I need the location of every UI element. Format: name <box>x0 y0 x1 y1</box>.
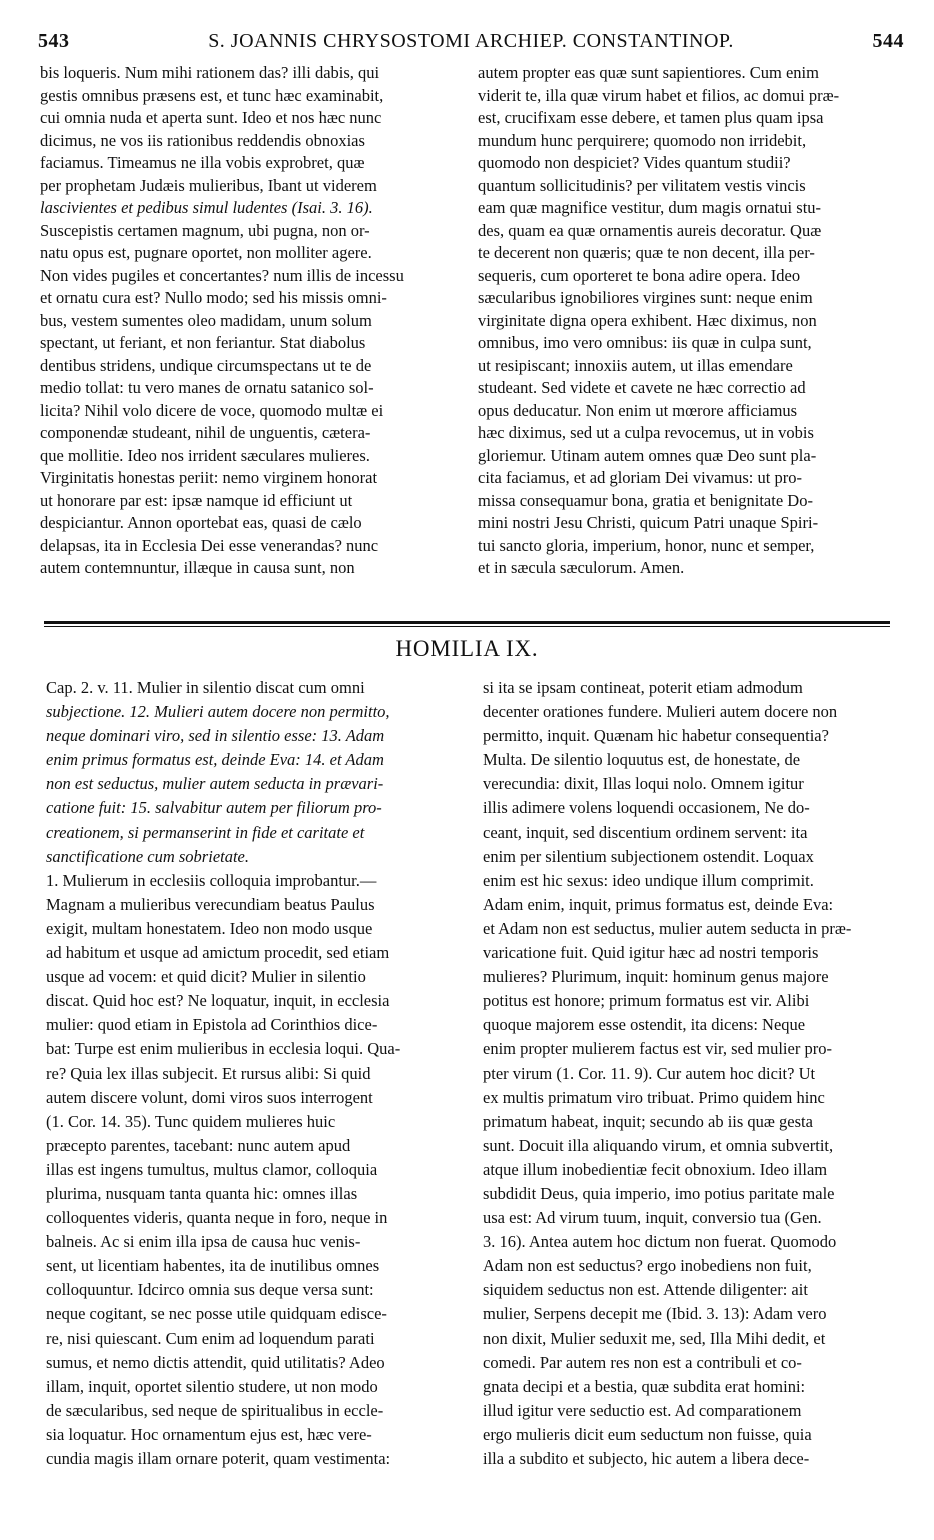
section-rule <box>44 621 890 624</box>
text-line: des, quam ea quæ ornamentis aureis decoratur. Quæ <box>478 220 822 240</box>
text-line: autem contemnuntur, illæque in causa sunt, non <box>40 558 355 577</box>
text-line: Cap. 2. v. 11. Mulier in silentio discat cum omni <box>46 678 365 697</box>
text-line: despiciantur. Annon oportebat eas, quasi de cælo <box>40 513 362 532</box>
text-line: neque cogitant, se nec posse utile quidquam edisce- <box>46 1304 387 1324</box>
text-line: illa a subdito et subjecto, hic autem a libera dece- <box>483 1449 810 1468</box>
text-line: quomodo non despiciet? Vides quantum studii? <box>478 153 791 172</box>
text-line: decenter orationes fundere. Mulieri autem docere non <box>483 702 838 722</box>
text-line: mulier, Serpens decepit me (Ibid. 3. 13): Adam vero <box>483 1304 827 1324</box>
text-line: illas est ingens tumultus, multus clamor, colloquia <box>46 1159 378 1179</box>
text-line: sanctificatione cum sobrietate. <box>46 846 250 866</box>
text-line: colloquentes videris, quanta neque in foro, neque in <box>46 1208 388 1228</box>
text-line: sumus, et nemo dictis attendit, quid utilitatis? Adeo <box>46 1352 385 1372</box>
text-line: omnibus, imo vero omnibus: iis quæ in culpa sunt, <box>478 333 812 352</box>
text-line: enim propter mulierem factus est vir, sed mulier pro- <box>483 1039 832 1059</box>
text-line: sia loquatur. Hoc ornamentum ejus est, hæc vere- <box>46 1424 372 1444</box>
text-line: sequeris, cum oporteret te bona adire opera. Ideo <box>478 265 801 285</box>
text-line: non dixit, Mulier seduxit me, sed, Illa Mihi dedit, et <box>483 1328 826 1348</box>
text-line: Virginitatis honestas periit: nemo virginem honorat <box>40 468 378 487</box>
text-line: Adam enim, inquit, primus formatus est, deinde Eva: <box>483 894 834 914</box>
homily-title: HOMILIA IX. <box>395 636 539 661</box>
text-line: medio tollat: tu vero manes de ornatu satanico sol- <box>40 378 374 397</box>
text-line: balneis. Ac si enim illa ipsa de causa huc venis- <box>46 1232 361 1252</box>
text-line: illud igitur vere seductio est. Ad comparationem <box>483 1400 802 1420</box>
text-line: neque dominari viro, sed in silentio esse: 13. Adam <box>46 726 385 746</box>
text-line: missa consequamur bona, gratia et benignitate Do- <box>478 490 813 510</box>
text-line: bus, vestem sumentes oleo madidam, unum solum <box>40 310 372 330</box>
page-number-left: 543 <box>38 30 70 52</box>
text-line: dicimus, ne vos iis rationibus reddendis obnoxias <box>40 130 365 150</box>
text-line: ut honorare par est: ipsæ namque id efficiunt ut <box>40 490 353 510</box>
text-line: ex multis primatum viro tribuat. Primo quidem hinc <box>483 1087 825 1107</box>
text-line: eam quæ magnifice vestitur, dum magis ornatui stu- <box>478 198 822 217</box>
text-line: enim primus formatus est, deinde Eva: 14. et Adam <box>46 750 384 770</box>
text-line: et in sæcula sæculorum. Amen. <box>478 558 685 577</box>
text-line: mulieres? Plurimum, inquit: hominum genus majore <box>483 967 829 987</box>
text-line: et Adam non est seductus, mulier autem seducta in præ- <box>483 918 852 938</box>
text-line: gnata decipi et a bestia, quæ subdita erat homini: <box>483 1376 806 1396</box>
text-line: 1. Mulierum in ecclesiis colloquia improbantur.— <box>46 870 377 890</box>
text-line: bis loqueris. Num mihi rationem das? illi dabis, qui <box>40 63 380 82</box>
text-line: enim per silentium subjectionem ostendit. Loquax <box>483 846 814 866</box>
text-line: permitto, inquit. Quænam hic habetur consequentia? <box>483 726 829 746</box>
text-line: studeant. Sed videte et cavete ne hæc correctio ad <box>478 378 806 397</box>
text-line: delapsas, ita in Ecclesia Dei esse venerandas? nunc <box>40 535 379 555</box>
text-line: dentibus stridens, undique circumspectans ut te de <box>40 355 372 375</box>
text-line: sæcularibus ignobiliores virgines sunt: neque enim <box>478 288 813 307</box>
text-line: sunt. Docuit illa aliquando virum, et omnia subvertit, <box>483 1135 834 1155</box>
text-line: quantum sollicitudinis? per vilitatem vestis vincis <box>478 175 806 195</box>
text-line: que mollitie. Ideo nos irrident sæculares mulieres. <box>40 445 370 465</box>
text-line: verecundia: dixit, Illas loqui nolo. Omnem igitur <box>483 774 804 794</box>
text-line: si ita se ipsam contineat, poterit etiam admodum <box>483 678 803 697</box>
text-line: illam, inquit, oportet silentio studere, ut non modo <box>46 1376 378 1396</box>
text-line: hæc diximus, sed ut a culpa revocemus, ut in vobis <box>478 423 814 442</box>
text-line: non est seductus, mulier autem seducta in prævari- <box>46 774 384 794</box>
running-header <box>38 30 904 60</box>
column-top-left <box>40 62 458 580</box>
text-line: usque ad vocem: et quid dicit? Mulier in silentio <box>46 967 366 987</box>
text-line: Suscepistis certamen magnum, ubi pugna, non or- <box>40 220 370 240</box>
text-line: illis adimere volens loquendi occasionem, Ne do- <box>483 798 810 818</box>
text-line: ceant, inquit, sed discentium ordinem servent: ita <box>483 822 808 842</box>
text-line: pter virum (1. Cor. 11. 9). Cur autem hoc dicit? Ut <box>483 1063 816 1083</box>
text-line: cita faciamus, et ad gloriam Dei vivamus: ut pro- <box>478 468 802 487</box>
text-line: varicatione fuit. Quid igitur hæc ad nostri temporis <box>483 943 819 963</box>
text-line: subdidit Deus, quia imperio, imo potius paritate male <box>483 1183 835 1203</box>
text-line: opus deducatur. Non enim ut mœrore afficiamus <box>478 400 798 420</box>
text-line: ad habitum et usque ad amictum procedit, sed etiam <box>46 943 390 963</box>
text-line: per prophetam Judæis mulieribus, Ibant ut viderem <box>40 175 377 195</box>
text-line: faciamus. Timeamus ne illa vobis exprobret, quæ <box>40 153 365 172</box>
text-line: comedi. Par autem res non est a contribuli et co- <box>483 1352 802 1372</box>
text-line: 3. 16). Antea autem hoc dictum non fuerat. Quomodo <box>483 1232 837 1252</box>
text-line: colloquuntur. Idcirco omnia sus deque versa sunt: <box>46 1280 374 1300</box>
text-line: gestis omnibus præsens est, et tunc hæc examinabit, <box>40 85 384 105</box>
text-line: Non vides pugiles et concertantes? num illis de incessu <box>40 265 404 285</box>
text-line: ergo mulieris dicit eum seductum non fuisse, quia <box>483 1424 812 1444</box>
text-line: de sæcularibus, sed neque de spiritualibus in eccle- <box>46 1400 384 1420</box>
text-line: te decerent non quæris; quæ te non decent, illa per- <box>478 243 815 262</box>
text-line: natu opus est, pugnare oportet, non molliter agere. <box>40 243 372 262</box>
column-top-right <box>478 62 900 580</box>
text-line: exigit, multam honestatem. Ideo non modo usque <box>46 918 373 938</box>
text-line: spectant, ut feriant, et non feriantur. Stat diabolus <box>40 333 366 352</box>
text-line: (1. Cor. 14. 35). Tunc quidem mulieres huic <box>46 1111 336 1131</box>
text-line: mulier: quod etiam in Epistola ad Corinthios dice- <box>46 1015 378 1035</box>
text-line: viderit te, illa quæ virum habet et filios, ac domui præ- <box>478 85 840 105</box>
text-line: bat: Turpe est enim mulieribus in ecclesia loqui. Qua- <box>46 1039 401 1059</box>
text-line: primatum habeat, inquit; secundo ab iis quæ gesta <box>483 1111 813 1131</box>
text-line: re? Quia lex illas subjecit. Et rursus alibi: Si quid <box>46 1063 371 1083</box>
text-line: tui sancto gloria, imperium, honor, nunc et semper, <box>478 535 815 555</box>
text-line: enim est hic sexus: ideo undique illum comprimit. <box>483 870 814 890</box>
text-line: licita? Nihil volo dicere de voce, quomodo multæ ei <box>40 400 384 420</box>
text-line: plurima, nusquam tanta quanta hic: omnes illas <box>46 1183 358 1203</box>
column-bottom-right <box>483 676 905 1471</box>
text-line: Adam non est seductus? ergo inobediens non fuit, <box>483 1256 812 1276</box>
text-line: catione fuit: 15. salvabitur autem per filiorum pro- <box>46 798 382 818</box>
text-line: cundia magis illam ornare poterit, quam vestimenta: <box>46 1449 391 1468</box>
text-line: ut resipiscant; innoxiis autem, ut illas emendare <box>478 355 793 375</box>
text-line: re, nisi quiescant. Cum enim ad loquendum parati <box>46 1328 375 1348</box>
text-line: et ornatu cura est? Nullo modo; sed his missis omni- <box>40 288 387 307</box>
text-line: atque illum inobedientiæ fecit obnoxium. Ideo illam <box>483 1159 828 1179</box>
text-line: autem propter eas quæ sunt sapientiores. Cum enim <box>478 63 819 82</box>
text-line: præcepto parentes, tacebant: nunc autem apud <box>46 1135 351 1155</box>
text-line: est, crucifixam esse debere, et tamen plus quam ipsa <box>478 108 824 127</box>
column-bottom-left <box>46 676 460 1471</box>
text-line: mini nostri Jesu Christi, quicum Patri unaque Spiri- <box>478 513 819 532</box>
text-line: cui omnia nuda et aperta sunt. Ideo et nos hæc nunc <box>40 108 382 127</box>
text-line: siquidem seductus non est. Attende diligenter: ait <box>483 1280 808 1300</box>
page-number-right: 544 <box>872 30 904 52</box>
text-line: usa est: Ad virum tuum, inquit, conversio tua (Gen. <box>483 1208 822 1228</box>
text-line: componendæ studeant, nihil de unguentis, cætera- <box>40 423 371 442</box>
running-title: S. JOANNIS CHRYSOSTOMI ARCHIEP. CONSTANTINOP. <box>208 30 734 52</box>
text-line: creationem, si permanserint in fide et caritate et <box>46 822 365 842</box>
text-line: autem discere volunt, domi viros suos interrogent <box>46 1087 373 1107</box>
text-line: potitus est honore; primum formatus est vir. Alibi <box>483 991 810 1011</box>
section-rule-thin <box>44 626 890 627</box>
text-line: quoque majorem esse ostendit, ita dicens: Neque <box>483 1015 806 1035</box>
text-line: Magnam a mulieribus verecundiam beatus Paulus <box>46 894 375 914</box>
text-line: mundum hunc perquirere; quomodo non irridebit, <box>478 130 807 150</box>
text-line: Multa. De silentio loquutus est, de honestate, de <box>483 750 801 770</box>
text-line: virginitate digna opera exhibent. Hæc diximus, non <box>478 310 817 330</box>
text-line: lascivientes et pedibus simul ludentes (Isai. 3. 16). <box>40 198 373 217</box>
text-line: sent, ut licentiam habentes, ita de inutilibus omnes <box>46 1256 380 1276</box>
text-line: gloriemur. Utinam autem omnes quæ Deo sunt pla- <box>478 445 817 465</box>
text-line: subjectione. 12. Mulieri autem docere non permitto, <box>46 702 390 722</box>
text-line: discat. Quid hoc est? Ne loquatur, inquit, in ecclesia <box>46 991 390 1011</box>
